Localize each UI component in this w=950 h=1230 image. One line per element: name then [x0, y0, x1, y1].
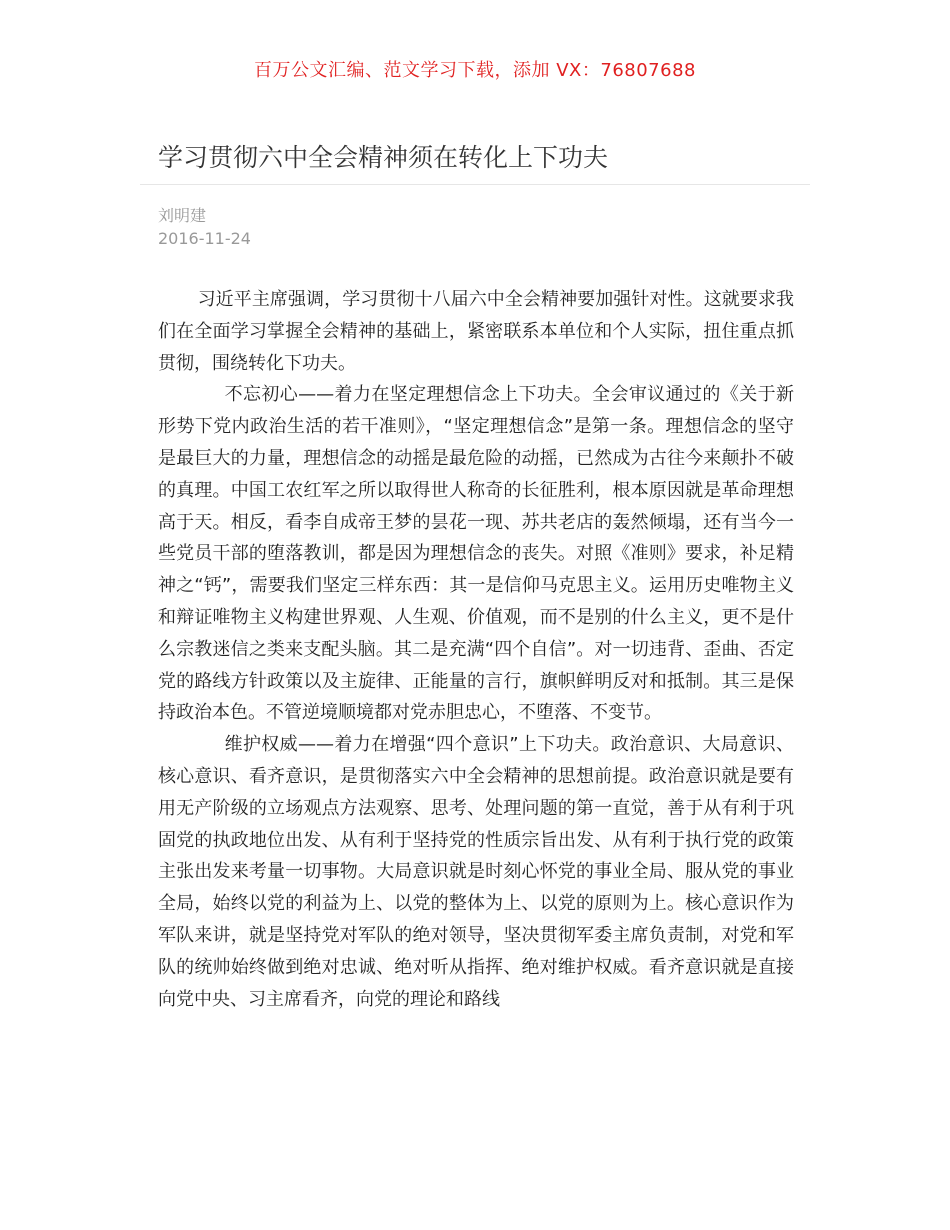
paragraph-ideals: 不忘初心——着力在坚定理想信念上下功夫。全会审议通过的《关于新形势下党内政治生活的若干准则》，“坚定理想信念”是第一条。理想信念的坚守是最巨大的力量，理想信念的动摇是最危险的动摇，已然成为古往今来颠扑不破的真理。中国工农红军之所以取得世人称奇的长征胜利，根本原因就是革命理想高于天。相反，看李自成帝王梦的昙花一现、苏共老店的轰然倾塌，还有当今一些党员干部的堕落教训，都是因为理想信念的丧失。对照《准则》要求，补足精神之“钙”，需要我们坚定三样东西：其一是信仰马克思主义。运用历史唯物主义和辩证唯物主义构建世界观、人生观、价值观，而不是别的什么主义，更不是什么宗教迷信之类来支配头脑。其二是充满“四个自信”。对一切违背、歪曲、否定党的路线方针政策以及主旋律、正能量的言行，旗帜鲜明反对和抵制。其三是保持政治本色。不管逆境顺境都对党赤胆忠心，不堕落、不变节。 [158, 384, 794, 724]
article-body [158, 284, 794, 1015]
article-title: 学习贯彻六中全会精神须在转化上下功夫 [158, 143, 609, 172]
paragraph-authority: 维护权威——着力在增强“四个意识”上下功夫。政治意识、大局意识、核心意识、看齐意识，是贯彻落实六中全会精神的思想前提。政治意识就是要有用无产阶级的立场观点方法观察、思考、处理问题的第一直觉，善于从有利于巩固党的执政地位出发、从有利于坚持党的性质宗旨出发、从有利于执行党的政策主张出发来考量一切事物。大局意识就是时刻心怀党的事业全局、服从党的事业全局，始终以党的利益为上、以党的整体为上、以党的原则为上。核心意识作为军队来讲，就是坚持党对军队的绝对领导，坚决贯彻军委主席负责制，对党和军队的统帅始终做到绝对忠诚、绝对听从指挥、绝对维护权威。看齐意识就是直接向党中央、习主席看齐，向党的理论和路线 [158, 734, 794, 1010]
paragraph-intro: 习近平主席强调，学习贯彻十八届六中全会精神要加强针对性。这就要求我们在全面学习掌握全会精神的基础上，紧密联系本单位和个人实际，扭住重点抓贯彻，围绕转化下功夫。 [158, 289, 794, 374]
author-name: 刘明建 [158, 206, 207, 225]
publish-date: 2016-11-24 [158, 229, 251, 248]
article-meta [158, 204, 251, 250]
title-divider [140, 184, 810, 185]
header-banner: 百万公文汇编、范文学习下载，添加 VX：76807688 [254, 60, 696, 81]
